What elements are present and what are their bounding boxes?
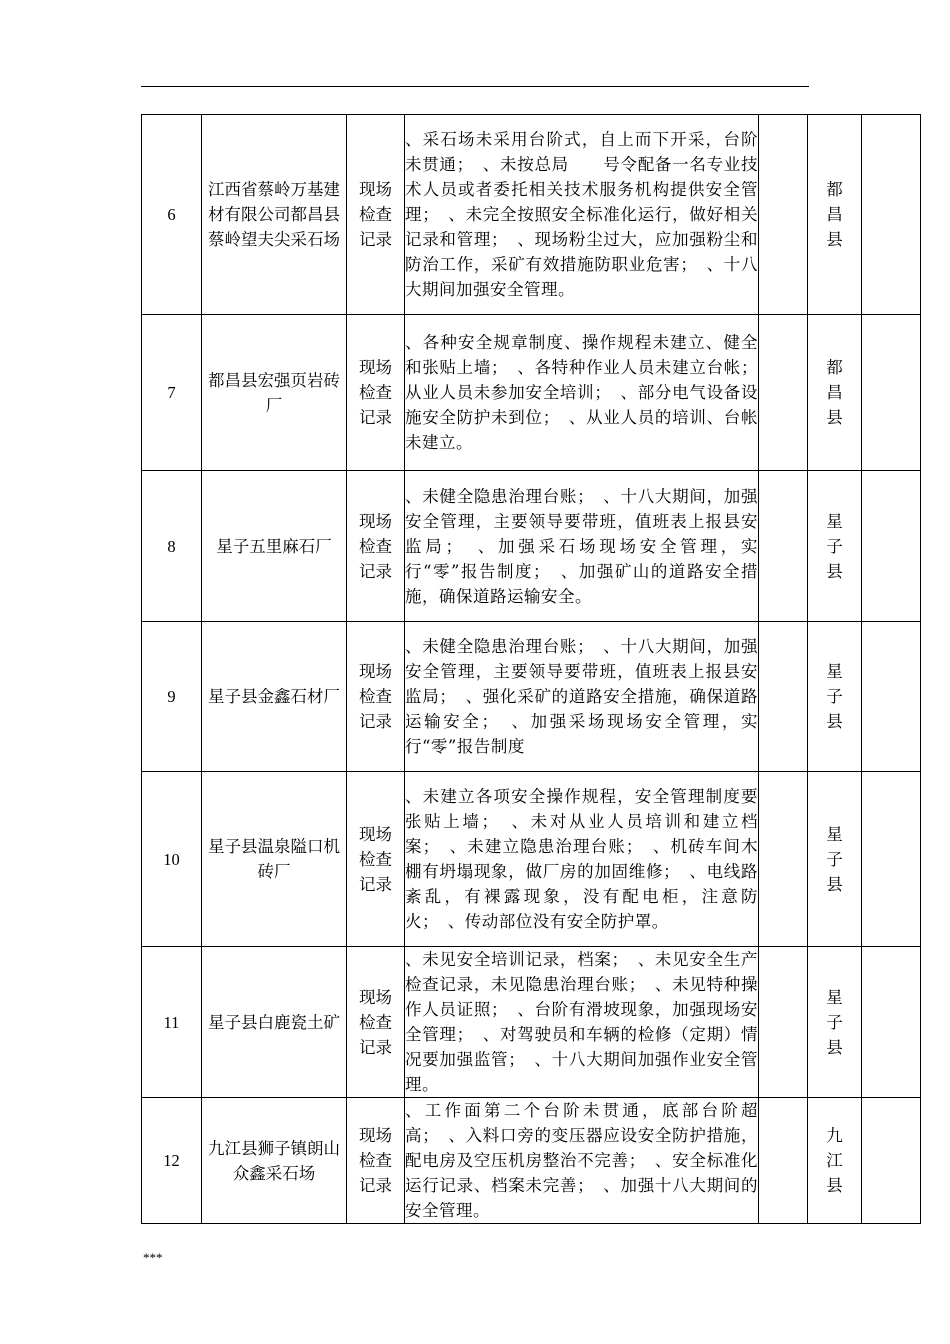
row-number: 12 xyxy=(142,1098,202,1224)
blank-cell xyxy=(862,622,921,772)
table-row xyxy=(142,772,921,947)
enterprise-name: 星子县白鹿瓷土矿 xyxy=(202,947,347,1098)
check-type: 现场检查记录 xyxy=(347,1098,405,1224)
enterprise-name: 星子五里麻石厂 xyxy=(202,471,347,622)
issues-text: 、各种安全规章制度、操作规程未建立、健全和张贴上墙； 、各特种作业人员未建立台帐；从业人员未参加安全培训； 、部分电气设备设施安全防护未到位； 、从业人员的培训、台帐未建立。 xyxy=(405,315,759,471)
issues-text: 、未见安全培训记录，档案； 、未见安全生产检查记录，未见隐患治理台账； 、未见特种操作人员证照； 、台阶有滑坡现象，加强现场安全管理； 、对驾驶员和车辆的检修（定期）情况要加强监管； 、十八大期间加强作业安全管理。 xyxy=(405,947,759,1098)
county: 星子县 xyxy=(808,622,862,772)
blank-cell xyxy=(862,315,921,471)
header-rule xyxy=(141,86,809,87)
blank-cell xyxy=(862,772,921,947)
row-number: 8 xyxy=(142,471,202,622)
table-row xyxy=(142,315,921,471)
blank-cell xyxy=(759,947,808,1098)
issues-text: 、工作面第二个台阶未贯通，底部台阶超高； 、入料口旁的变压器应设安全防护措施，配电房及空压机房整治不完善； 、安全标准化运行记录、档案未完善； 、加强十八大期间的安全管理。 xyxy=(405,1098,759,1224)
issues-text: 、未健全隐患治理台账； 、十八大期间，加强安全管理，主要领导要带班，值班表上报县安监局； 、强化采矿的道路安全措施，确保道路运输安全； 、加强采场现场安全管理，实行“零”报告制度 xyxy=(405,622,759,772)
issues-text: 、未健全隐患治理台账； 、十八大期间，加强安全管理，主要领导要带班，值班表上报县安监局； 、加强采石场现场安全管理，实行“零”报告制度； 、加强矿山的道路安全措施，确保道路运输安全。 xyxy=(405,471,759,622)
county: 星子县 xyxy=(808,772,862,947)
blank-cell xyxy=(862,947,921,1098)
county: 九江县 xyxy=(808,1098,862,1224)
table-row xyxy=(142,622,921,772)
issues-text: 、采石场未采用台阶式，自上而下开采，台阶未贯通； 、未按总局 号令配备一名专业技术人员或者委托相关技术服务机构提供安全管理； 、未完全按照安全标准化运行，做好相关记录和管理； 、现场粉尘过大，应加强粉尘和防治工作，采矿有效措施防职业危害； 、十八大期间加强安全管理。 xyxy=(405,115,759,315)
blank-cell xyxy=(862,115,921,315)
blank-cell xyxy=(862,471,921,622)
row-number: 10 xyxy=(142,772,202,947)
blank-cell xyxy=(759,471,808,622)
county: 星子县 xyxy=(808,471,862,622)
check-type: 现场检查记录 xyxy=(347,772,405,947)
footer-mark: *** xyxy=(143,1250,163,1265)
table-row xyxy=(142,947,921,1098)
blank-cell xyxy=(862,1098,921,1224)
blank-cell xyxy=(759,772,808,947)
blank-cell xyxy=(759,622,808,772)
row-number: 9 xyxy=(142,622,202,772)
check-type: 现场检查记录 xyxy=(347,315,405,471)
blank-cell xyxy=(759,315,808,471)
county: 都昌县 xyxy=(808,315,862,471)
row-number: 11 xyxy=(142,947,202,1098)
row-number: 7 xyxy=(142,315,202,471)
table-row xyxy=(142,1098,921,1224)
county: 星子县 xyxy=(808,947,862,1098)
row-number: 6 xyxy=(142,115,202,315)
enterprise-name: 九江县狮子镇朗山众鑫采石场 xyxy=(202,1098,347,1224)
blank-cell xyxy=(759,115,808,315)
inspection-records-table xyxy=(141,114,921,1224)
enterprise-name: 星子县金鑫石材厂 xyxy=(202,622,347,772)
blank-cell xyxy=(759,1098,808,1224)
check-type: 现场检查记录 xyxy=(347,115,405,315)
enterprise-name: 都昌县宏强页岩砖厂 xyxy=(202,315,347,471)
check-type: 现场检查记录 xyxy=(347,471,405,622)
check-type: 现场检查记录 xyxy=(347,622,405,772)
enterprise-name: 星子县温泉隘口机砖厂 xyxy=(202,772,347,947)
check-type: 现场检查记录 xyxy=(347,947,405,1098)
county: 都昌县 xyxy=(808,115,862,315)
table-row xyxy=(142,115,921,315)
table-row xyxy=(142,471,921,622)
enterprise-name: 江西省蔡岭万基建材有限公司都昌县蔡岭望夫尖采石场 xyxy=(202,115,347,315)
issues-text: 、未建立各项安全操作规程，安全管理制度要张贴上墙； 、未对从业人员培训和建立档案； 、未建立隐患治理台账； 、机砖车间木棚有坍塌现象，做厂房的加固维修； 、电线路紊乱，有裸露现象，没有配电柜，注意防火； 、传动部位没有安全防护罩。 xyxy=(405,772,759,947)
